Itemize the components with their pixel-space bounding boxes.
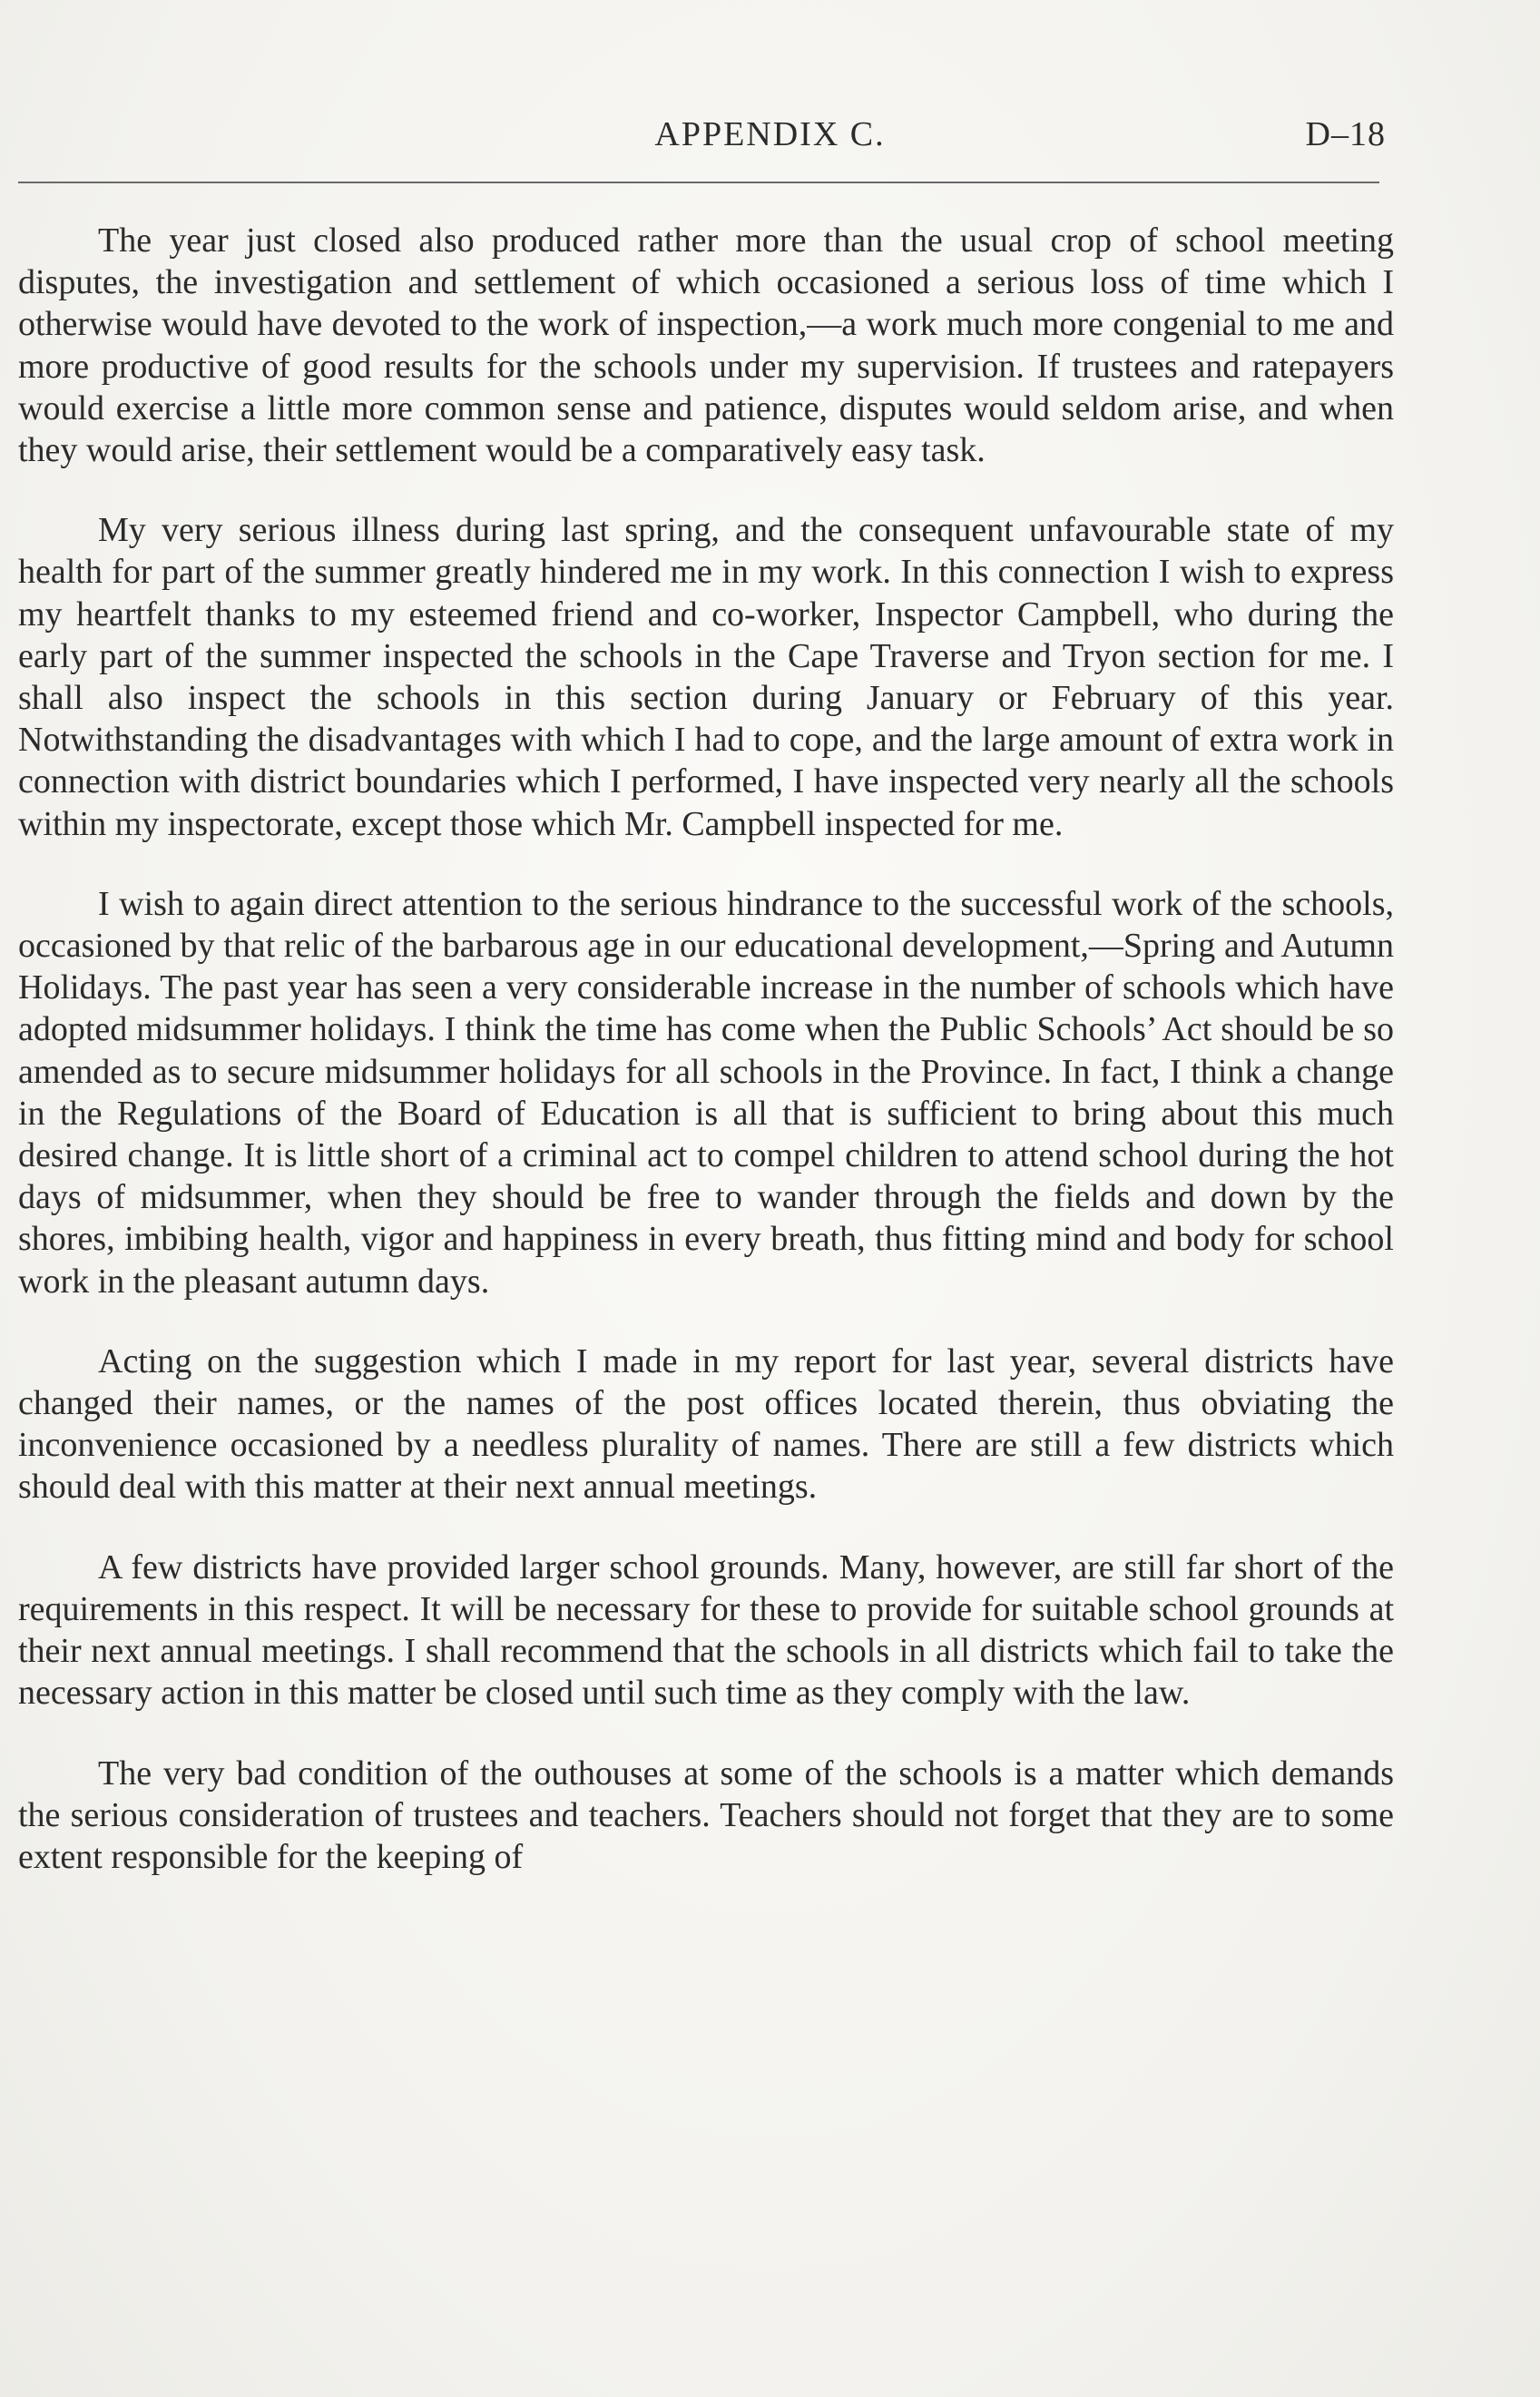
running-title: APPENDIX C.	[654, 115, 886, 153]
header-rule	[18, 182, 1379, 183]
page-header	[0, 107, 1540, 162]
paragraph-school-grounds: A few districts have provided larger school grounds. Many, however, are still far short of the requirements in this respect. It will be necessary for these to provide for suitable school grounds at their next annual meetings. I shall recommend that the schools in all districts which fail to take the necessary action in this matter be closed until such time as they comply with the law.	[18, 1547, 1394, 1713]
paragraph-illness: My very serious illness during last spring, and the consequent unfavourable state of my health for part of the summer greatly hindered me in my work. In this connection I wish to express my heartfelt thanks to my esteemed friend and co-worker, Inspector Campbell, who during the early part of the summer inspected the schools in the Cape Traverse and Tryon section for me. I shall also inspect the schools in this section during January or February of this year. Notwithstanding the disadvantages with which I had to cope, and the large amount of extra work in connection with district boundaries which I performed, I have inspected very nearly all the schools within my inspectorate, except those which Mr. Campbell inspected for me.	[18, 511, 1394, 843]
paragraph-school-disputes: The year just closed also produced rather more than the usual crop of school meeting disputes, the investigation and settlement of which occasioned a serious loss of time which I otherwise would have devoted to the work of inspection,—a work much more congenial to me and more productive of good results for the schools under my supervision. If trustees and ratepayers would exercise a little more common sense and patience, disputes would seldom arise, and when they would arise, their settlement would be a comparatively easy task.	[18, 221, 1394, 470]
paragraph-district-names: Acting on the suggestion which I made in my report for last year, several districts have changed their names, or the names of the post offices located therein, thus obviating the inconvenience occasioned by a needless plurality of names. There are still a few districts which should deal with this matter at their next annual meetings.	[18, 1341, 1394, 1507]
page-number: D–18	[1305, 115, 1386, 153]
body-text	[18, 220, 1394, 1916]
paragraph-outhouses: The very bad condition of the outhouses at some of the schools is a matter which demands the serious consideration of trustees and teachers. Teachers should not forget that they are to some extent responsible for the keeping of	[18, 1754, 1394, 1876]
paragraph-holidays: I wish to again direct attention to the serious hindrance to the successful work of the schools, occasioned by that relic of the barbarous age in our educational development,—Spring and Autumn Holidays. The past year has seen a very considerable increase in the number of schools which have adopted midsummer holidays. I think the time has come when the Public Schools’ Act should be so amended as to secure midsummer holidays for all schools in the Province. In fact, I think a change in the Regulations of the Board of Education is all that is sufficient to bring about this much desired change. It is little short of a criminal act to compel children to attend school during the hot days of midsummer, when they should be free to wander through the fields and down by the shores, imbibing health, vigor and happiness in every breath, thus fitting mind and body for school work in the pleasant autumn days.	[18, 884, 1394, 1301]
